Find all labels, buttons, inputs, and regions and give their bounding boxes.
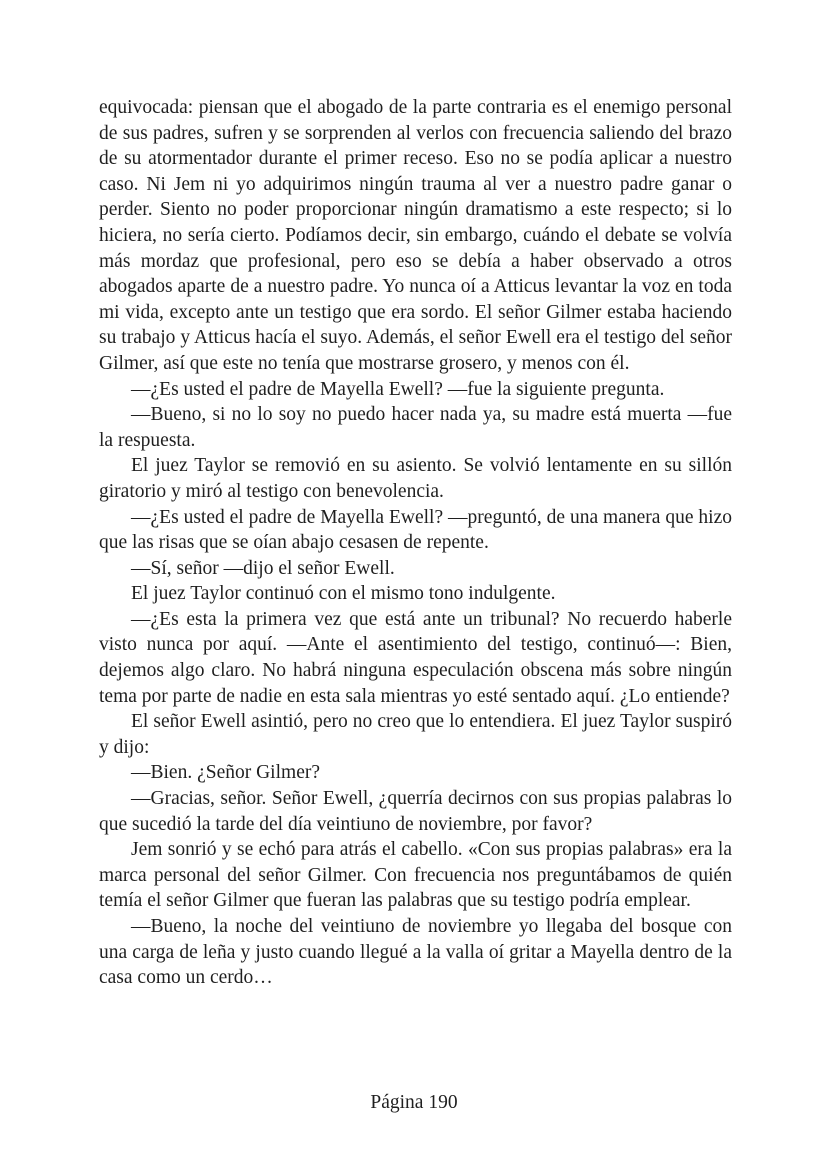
paragraph: —Bien. ¿Señor Gilmer?: [131, 762, 320, 784]
text-block: [99, 95, 732, 991]
page-number: Página 190: [370, 1092, 458, 1113]
paragraph: Jem sonrió y se echó para atrás el cabello. «Con sus propias palabras» era la marca personal del señor Gilmer. Con frecuencia nos preguntábamos de quién temía el señor Gilmer que fueran las palabras que su testigo podría emplear.: [99, 839, 732, 912]
paragraph: El señor Ewell asintió, pero no creo que lo entendiera. El juez Taylor suspiró y dijo:: [99, 711, 732, 758]
paragraph: El juez Taylor se removió en su asiento. Se volvió lentamente en su sillón giratorio y miró al testigo con benevolencia.: [99, 455, 732, 502]
paragraph: equivocada: piensan que el abogado de la parte contraria es el enemigo personal de sus padres, sufren y se sorprenden al verlos con frecuencia saliendo del brazo de su atormentador durante el primer receso. Eso no se podía aplicar a nuestro caso. Ni Jem ni yo adquirimos ningún trauma al ver a nuestro padre ganar o perder. Siento no poder proporcionar ningún dramatismo a este respecto; si lo hiciera, no sería cierto. Podíamos decir, sin embargo, cuándo el debate se volvía más mordaz que profesional, pero eso se debía a haber observado a otros abogados aparte de a nuestro padre. Yo nunca oí a Atticus levantar la voz en toda mi vida, excepto ante un testigo que era sordo. El señor Gilmer estaba haciendo su trabajo y Atticus hacía el suyo. Además, el señor Ewell era el testigo del señor Gilmer, así que este no tenía que mostrarse grosero, y menos con él.: [99, 97, 732, 374]
paragraph: —Gracias, señor. Señor Ewell, ¿querría decirnos con sus propias palabras lo que sucedió la tarde del día veintiuno de noviembre, por favor?: [99, 788, 732, 835]
paragraph: El juez Taylor continuó con el mismo tono indulgente.: [131, 583, 556, 605]
paragraph: —Bueno, la noche del veintiuno de noviembre yo llegaba del bosque con una carga de leña y justo cuando llegué a la valla oí gritar a Mayella dentro de la casa como un cerdo…: [99, 916, 732, 989]
paragraph: —Sí, señor —dijo el señor Ewell.: [131, 557, 395, 579]
paragraph: —¿Es esta la primera vez que está ante un tribunal? No recuerdo haberle visto nunca por aquí. —Ante el asentimiento del testigo, continuó—: Bien, dejemos algo claro. No habrá ninguna especulación obscena más sobre ningún tema por parte de nadie en esta sala mientras yo esté sentado aquí. ¿Lo entiende?: [99, 608, 732, 707]
paragraph: —Bueno, si no lo soy no puedo hacer nada ya, su madre está muerta —fue la respuesta.: [99, 404, 732, 451]
paragraph: —¿Es usted el padre de Mayella Ewell? —preguntó, de una manera que hizo que las risas que se oían abajo cesasen de repente.: [99, 506, 732, 554]
paragraph: —¿Es usted el padre de Mayella Ewell? —fue la siguiente pregunta.: [131, 378, 665, 400]
